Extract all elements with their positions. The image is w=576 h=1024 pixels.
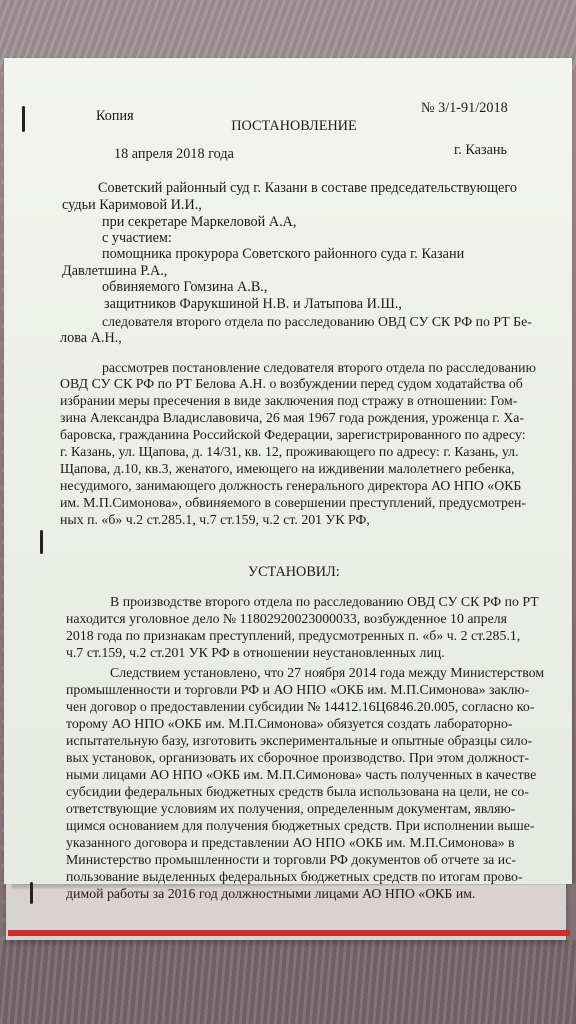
established-line-3: 2018 года по признакам преступлений, предусмотренных п. «б» ч. 2 ст.285.1, bbox=[66, 628, 521, 643]
intro-line-9: следователя второго отдела по расследованию ОВД СУ СК РФ по РТ Бе- bbox=[102, 314, 532, 329]
review-line-9: им. М.П.Симонова», обвиняемого в совершении преступлений, предусмотрен- bbox=[60, 495, 527, 510]
intro-line-3: при секретаре Маркеловой А.А, bbox=[102, 214, 297, 230]
copy-label: Копия bbox=[96, 108, 134, 124]
section-heading-established: УСТАНОВИЛ: bbox=[248, 564, 340, 580]
staple-mark-top bbox=[22, 106, 25, 132]
intro-line-2: судьи Каримовой И.И., bbox=[62, 197, 202, 213]
staple-mark-bottom bbox=[30, 882, 33, 904]
established-line-1: В производстве второго отдела по расследованию ОВД СУ СК РФ по РТ bbox=[110, 594, 539, 609]
background-rug-bottom bbox=[0, 940, 576, 1024]
established-line-9: испытательную базу, изготовить экспериментальные и опытные образцы сило- bbox=[66, 733, 533, 748]
established-line-14: щимся основанием для получения бюджетных средств. При исполнении выше- bbox=[66, 818, 535, 833]
established-line-17: пользование выделенных федеральных бюджетных средств по итогам прово- bbox=[66, 869, 523, 884]
review-line-8: несудимого, занимающего должность генерального директора АО НПО «ОКБ bbox=[60, 478, 522, 493]
review-line-1: рассмотрев постановление следователя второго отдела по расследованию bbox=[102, 360, 536, 375]
established-line-8: торому АО НПО «ОКБ им. М.П.Симонова» обязуется создать лабораторно- bbox=[66, 716, 513, 731]
intro-line-8: защитников Фарукшиной Н.В. и Латыпова И.Ш., bbox=[104, 296, 402, 312]
document-date: 18 апреля 2018 года bbox=[114, 146, 234, 162]
established-line-18: димой работы за 2016 год должностными лицами АО НПО «ОКБ им. bbox=[66, 886, 476, 901]
established-line-5: Следствием установлено, что 27 ноября 2014 года между Министерством bbox=[110, 665, 545, 680]
established-line-7: чен договор о предоставлении субсидии № 14412.16Ц6846.20.005, согласно ко- bbox=[66, 699, 535, 714]
case-number: № 3/1-91/2018 bbox=[421, 100, 508, 116]
intro-line-5: помощника прокурора Советского районного суда г. Казани bbox=[102, 246, 465, 262]
established-line-16: Министерство промышленности и торговли РФ документов об отчете за ис- bbox=[66, 852, 516, 867]
review-line-6: г. Казань, ул. Щапова, д. 14/31, кв. 12, проживающего по адресу: г. Казань, ул. bbox=[60, 444, 519, 459]
document-city: г. Казань bbox=[454, 142, 508, 158]
intro-line-4: с участием: bbox=[102, 230, 172, 246]
review-line-3: избрании меры пресечения в виде заключения под стражу в отношении: Гом- bbox=[60, 393, 518, 408]
document-title: ПОСТАНОВЛЕНИЕ bbox=[231, 118, 357, 134]
staple-mark-middle bbox=[40, 530, 43, 554]
review-line-2: ОВД СУ СК РФ по РТ Белова А.Н. о возбуждении перед судом ходатайства об bbox=[60, 376, 523, 391]
intro-line-6: Давлетшина Р.А., bbox=[62, 263, 168, 279]
intro-line-1: Советский районный суд г. Казани в составе председательствующего bbox=[98, 180, 517, 196]
established-line-4: ч.7 ст.159, ч.2 ст.201 УК РФ в отношении неустановленных лиц. bbox=[66, 645, 445, 660]
review-line-4: зина Александра Владиславовича, 26 мая 1967 года рождения, уроженца г. Ха- bbox=[60, 410, 525, 425]
review-line-10: ных п. «б» ч.2 ст.285.1, ч.7 ст.159, ч.2 ст. 201 УК РФ, bbox=[60, 512, 370, 527]
folder-red-edge bbox=[8, 930, 570, 936]
review-line-5: баровска, гражданина Российской Федерации, зарегистрированного по адресу: bbox=[60, 427, 526, 442]
established-line-11: ными лицами АО НПО «ОКБ им. М.П.Симонова» часть полученных в качестве bbox=[66, 767, 537, 782]
document-page bbox=[4, 58, 572, 901]
established-line-2: находится уголовное дело № 11802920023000033, возбужденное 10 апреля bbox=[66, 611, 508, 626]
review-line-7: Щапова, д.10, кв.3, женатого, имеющего на иждивении малолетнего ребенка, bbox=[60, 461, 515, 476]
established-line-13: ответствующие условиям их получения, определенным документам, являю- bbox=[66, 801, 516, 816]
established-line-6: промышленности и торговли РФ и АО НПО «ОКБ им. М.П.Симонова» заклю- bbox=[66, 682, 530, 697]
intro-line-10: лова А.Н., bbox=[60, 330, 122, 346]
intro-line-7: обвиняемого Гомзина А.В., bbox=[102, 279, 268, 295]
established-line-15: указанного договора и представлении АО НПО «ОКБ им. М.П.Симонова» в bbox=[66, 835, 515, 850]
established-line-10: вых установок, организовать их сборочное производство. При этом должност- bbox=[66, 750, 530, 765]
established-line-12: субсидии федеральных бюджетных средств была использована на цели, не со- bbox=[66, 784, 529, 799]
